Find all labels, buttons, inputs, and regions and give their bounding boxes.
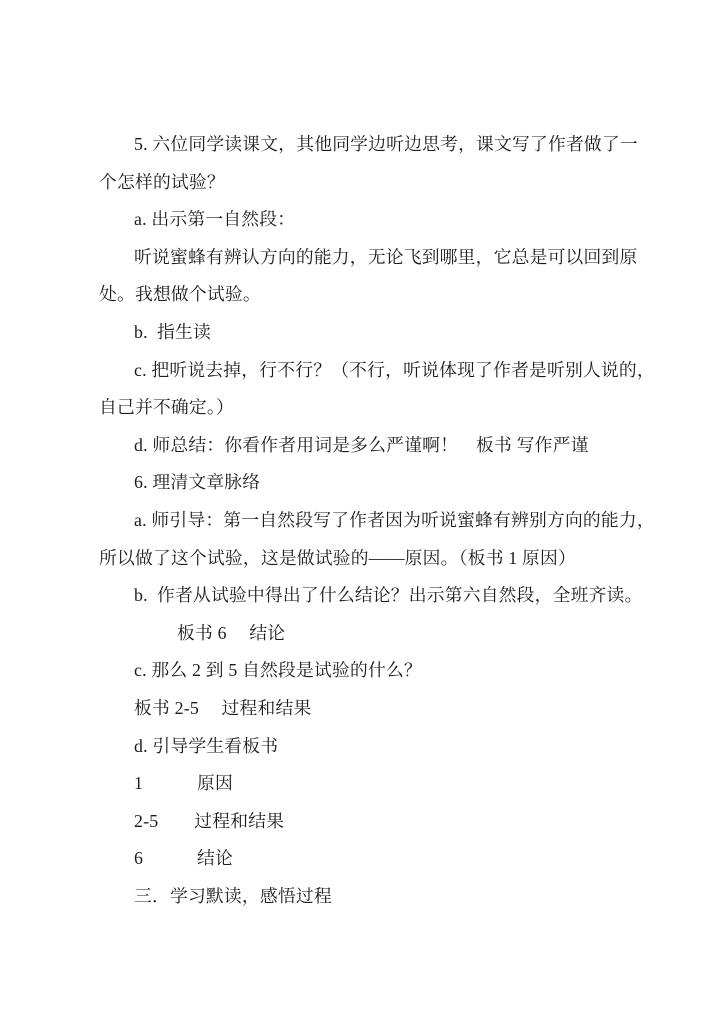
text-line: a. 师引导：第一自然段写了作者因为听说蜜蜂有辨别方向的能力， [134, 509, 655, 530]
text-line: d. 师总结：你看作者用词是多么严谨啊！ 板书 写作严谨 [134, 434, 589, 455]
text-line: 5. 六位同学读课文，其他同学边听边思考，课文写了作者做了一 [134, 134, 638, 154]
text-line: b. 指生读 [134, 321, 211, 342]
text-line: a. 出示第一自然段： [134, 209, 296, 230]
text-line: 听说蜜蜂有辨认方向的能力，无论飞到哪里，它总是可以回到原 [134, 246, 638, 267]
text-line: 个怎样的试验？ [99, 171, 225, 192]
text-line: 自己并不确定。） [99, 397, 234, 418]
text-line: 6. 理清文章脉络 [134, 472, 261, 493]
text-line: d. 引导学生看板书 [134, 735, 279, 756]
text-line: c. 那么 2 到 5 自然段是试验的什么？ [134, 660, 422, 681]
text-line: 1 原因 [134, 773, 233, 794]
text-line: 三．学习默读，感悟过程 [134, 885, 332, 906]
text-line: 板书 2-5 过程和结果 [134, 697, 312, 718]
text-line: 所以做了这个试验，这是做试验的——原因。（板书 1 原因） [99, 547, 576, 568]
text-line: c. 把听说去掉，行不行？（不行，听说体现了作者是听别人说的， [134, 359, 655, 380]
text-line: 2-5 过程和结果 [134, 810, 285, 831]
text-line: 板书 6 结论 [177, 622, 286, 643]
text-line: 处。我想做个试验。 [99, 284, 261, 305]
text-line: b. 作者从试验中得出了什么结论？出示第六自然段，全班齐读。 [134, 585, 643, 606]
text-line: 6 结论 [134, 848, 233, 869]
